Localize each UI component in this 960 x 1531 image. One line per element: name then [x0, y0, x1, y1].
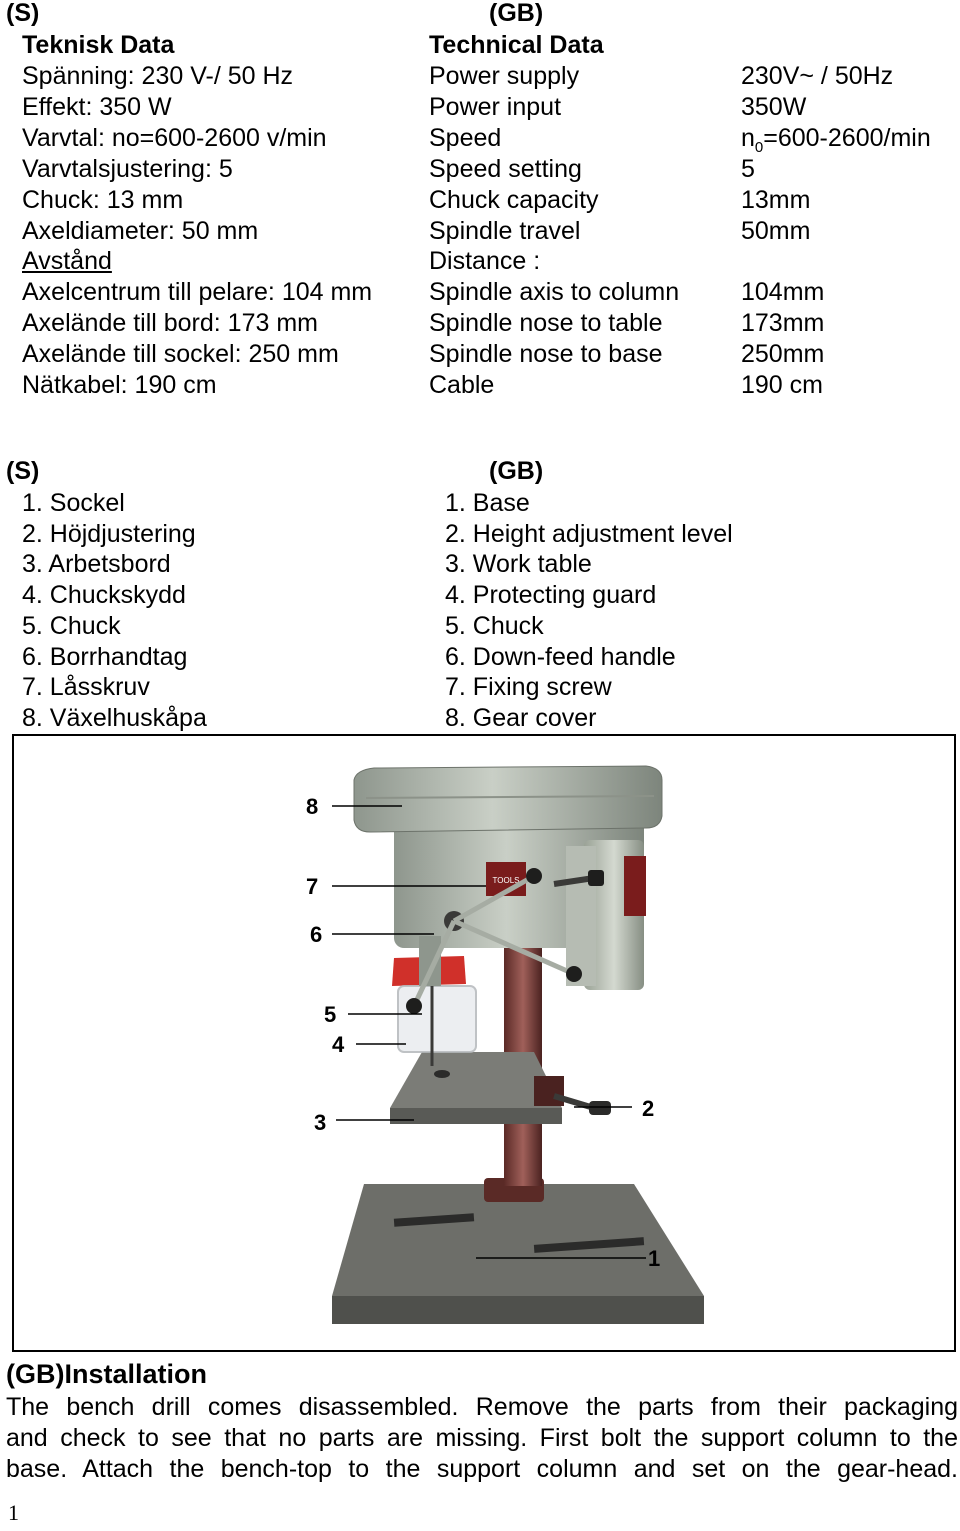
callout-7: 7	[306, 874, 319, 899]
gear-cover	[354, 766, 662, 832]
installation-line: The bench drill comes disassembled. Remove the parts from their packaging	[6, 1393, 958, 1421]
value-power-supply: 230V~ / 50Hz	[741, 62, 894, 90]
parts-gb-lang: (GB)	[489, 457, 544, 485]
installation-line: and check to see that no parts are missing. First bolt the support column to the	[6, 1424, 958, 1452]
callout-5: 5	[324, 1002, 337, 1027]
tech-sv-lang: (S)	[6, 0, 40, 27]
tech-gb-label: Distance :	[429, 247, 541, 275]
part-gb: 3. Work table	[445, 550, 592, 578]
part-sv: 8. Växelhuskåpa	[22, 704, 207, 732]
tech-sv-line: Varvtal: no=600-2600 v/min	[22, 124, 327, 152]
tech-gb-label: Spindle axis to column	[429, 278, 680, 306]
value-speed	[741, 123, 931, 154]
part-sv: 1. Sockel	[22, 489, 125, 517]
tech-gb-label: Chuck capacity	[429, 186, 599, 214]
speed-subscript: 0	[754, 139, 764, 156]
tech-sv-line: Chuck: 13 mm	[22, 186, 184, 214]
value-speed-setting: 5	[741, 155, 755, 183]
part-gb: 4. Protecting guard	[445, 581, 657, 609]
part-gb: 1. Base	[445, 489, 530, 517]
nameplate-text: TOOLS	[492, 876, 520, 885]
value-cable: 190 cm	[741, 371, 823, 399]
value-chuck-capacity: 13mm	[741, 186, 811, 214]
tech-gb-label: Spindle nose to table	[429, 309, 663, 337]
installation-heading: (GB)Installation	[6, 1359, 207, 1389]
tech-sv-line: Nätkabel: 190 cm	[22, 371, 217, 399]
part-gb: 2. Height adjustment level	[445, 520, 733, 548]
speed-n: n	[741, 124, 755, 152]
part-gb: 7. Fixing screw	[445, 673, 612, 701]
value-power-input: 350W	[741, 93, 807, 121]
callout-6: 6	[310, 922, 323, 947]
tech-sv-line: Axeldiameter: 50 mm	[22, 217, 259, 245]
part-sv: 7. Låsskruv	[22, 673, 150, 701]
speed-range: =600-2600/min	[763, 124, 931, 152]
tech-sv-line: Effekt: 350 W	[22, 93, 172, 121]
tech-sv-line: Axelcentrum till pelare: 104 mm	[22, 278, 373, 306]
tech-gb-label: Cable	[429, 371, 495, 399]
tech-sv-line: Axelände till sockel: 250 mm	[22, 340, 339, 368]
tech-sv-line: Avstånd	[22, 247, 112, 275]
tech-gb-label: Power input	[429, 93, 562, 121]
tech-gb-label: Speed	[429, 124, 502, 152]
part-sv: 2. Höjdjustering	[22, 520, 196, 548]
callout-2: 2	[642, 1096, 655, 1121]
tech-gb-title: Technical Data	[429, 31, 604, 59]
part-gb: 5. Chuck	[445, 612, 544, 640]
tech-sv-title: Teknisk Data	[22, 31, 175, 59]
part-sv: 4. Chuckskydd	[22, 581, 186, 609]
callout-1: 1	[648, 1246, 661, 1271]
part-sv: 5. Chuck	[22, 612, 121, 640]
tech-gb-label: Spindle nose to base	[429, 340, 663, 368]
tech-sv-line: Axelände till bord: 173 mm	[22, 309, 318, 337]
callout-3: 3	[314, 1110, 327, 1135]
value-spindle-nose-base: 250mm	[741, 340, 825, 368]
tech-sv-line: Varvtalsjustering: 5	[22, 155, 233, 183]
tech-sv-line: Spänning: 230 V-/ 50 Hz	[22, 62, 294, 90]
tech-gb-label: Power supply	[429, 62, 580, 90]
value-spindle-axis: 104mm	[741, 278, 825, 306]
tech-gb-lang: (GB)	[489, 0, 544, 27]
value-spindle-travel: 50mm	[741, 217, 811, 245]
callout-8: 8	[306, 794, 319, 819]
parts-sv-lang: (S)	[6, 457, 40, 485]
installation-line: base. Attach the bench-top to the support column and set on the gear-head.	[6, 1455, 958, 1483]
value-spindle-nose-table: 173mm	[741, 309, 825, 337]
part-sv: 3. Arbetsbord	[22, 550, 171, 578]
drill-press-figure	[12, 734, 956, 1352]
drill-press-illustration	[14, 736, 954, 1350]
part-sv: 6. Borrhandtag	[22, 643, 188, 671]
drill-work-table	[390, 1052, 564, 1124]
tech-gb-label: Spindle travel	[429, 217, 581, 245]
part-gb: 8. Gear cover	[445, 704, 597, 732]
tech-gb-label: Speed setting	[429, 155, 582, 183]
page-number: 1	[8, 1500, 19, 1525]
part-gb: 6. Down-feed handle	[445, 643, 676, 671]
callout-4: 4	[332, 1032, 345, 1057]
